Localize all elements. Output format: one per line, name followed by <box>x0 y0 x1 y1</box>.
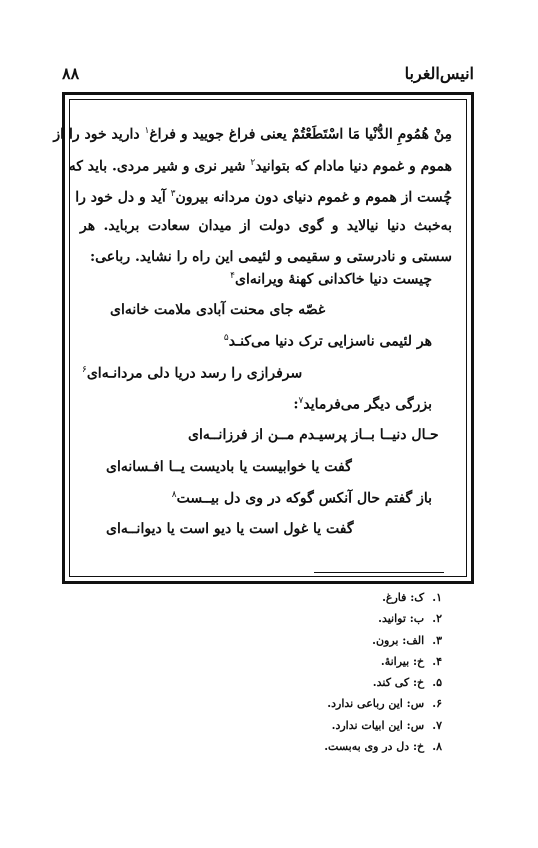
verse-line: سرفرازی را رسد دریا دلی مردانـه‌ای$^۶$ <box>82 365 303 382</box>
footnote-marker: ۳ <box>170 189 176 199</box>
footnote-marker: ۱ <box>144 126 150 136</box>
footnote-marker: ۴ <box>230 271 235 281</box>
footnote: ۸. خ: دل در وی به‌بست. <box>324 740 442 754</box>
footnote: ۳. الف: برون. <box>372 633 442 647</box>
prose-paragraph <box>53 116 452 274</box>
footnote: ۴. خ: بیرانهٔ. <box>380 654 442 668</box>
footnote-marker: ۸ <box>171 490 177 500</box>
verse-line: بزرگی دیگر می‌فرماید$^۷$: <box>293 396 432 413</box>
verse-line: غصّه جای محنت آبادی ملامت خانه‌ای <box>110 302 326 318</box>
page-header <box>62 64 474 88</box>
prose-line: هموم و غموم دنیا مادام که بتوانید$^۲$ شیر نری و شیر مردی. باید که <box>68 157 452 175</box>
prose-line: سستی و نادرستی و سقیمی و لئیمی این راه را نشاید. رباعی: <box>89 249 452 265</box>
footnote-marker: ۲ <box>250 157 256 168</box>
verse-line: چیست دنیا خاکدانی کهنهٔ ویرانه‌ای$^۴$ <box>230 271 432 288</box>
verse-line: حـال دنیــا بــاز پرسیـدم مــن از فرزانــه‌ای <box>188 427 439 443</box>
footnote: ۷. س: این ابیات ندارد. <box>331 718 442 732</box>
prose-line: چُست از هموم و غموم دنیای دون مردانه بیرون$^۳$ آید و دل خود را <box>75 189 452 206</box>
footnote: ۲. ب: توانید. <box>378 612 442 626</box>
footnote-marker: ۵ <box>223 333 229 343</box>
footnote: ۵. خ: کی کند. <box>372 676 442 690</box>
verse-line: گفت یا خوابیست یا بادیست یــا افـسانه‌ای <box>106 459 352 475</box>
footnote-marker: ۶ <box>82 365 87 375</box>
footnote-marker: ۷ <box>298 396 304 406</box>
verse-line: هر لئیمی ناسزایی ترک دنیا می‌کنـد$^۵$ <box>223 333 432 350</box>
book-title: انیس‌الغربا <box>404 64 474 83</box>
footnote-separator <box>314 572 444 573</box>
prose-line: به‌خبث دنیا نیالاید و گوی دولت از میدان سعادت برباید. هر <box>80 217 452 234</box>
footnote: ۱. ک: فارغ. <box>382 591 442 604</box>
footnote: ۶. س: این رباعی ندارد. <box>327 697 442 711</box>
footnotes <box>324 587 442 757</box>
verse-line: گفت یا غول است یا دیو است یا دیوانــه‌ای <box>106 521 354 537</box>
prose-line: مِنْ هُمُومِ الدُّنْیا مَا اسْتَطَعْتُمْ یعنی فراغ جویید و فراغ$^۱$ دارید خود را از <box>53 126 452 143</box>
page-number: ۸۸ <box>62 64 80 83</box>
verse-line: باز گفتم حال آنکس گوکه در وی دل بیــست$^۸$ <box>171 490 432 507</box>
